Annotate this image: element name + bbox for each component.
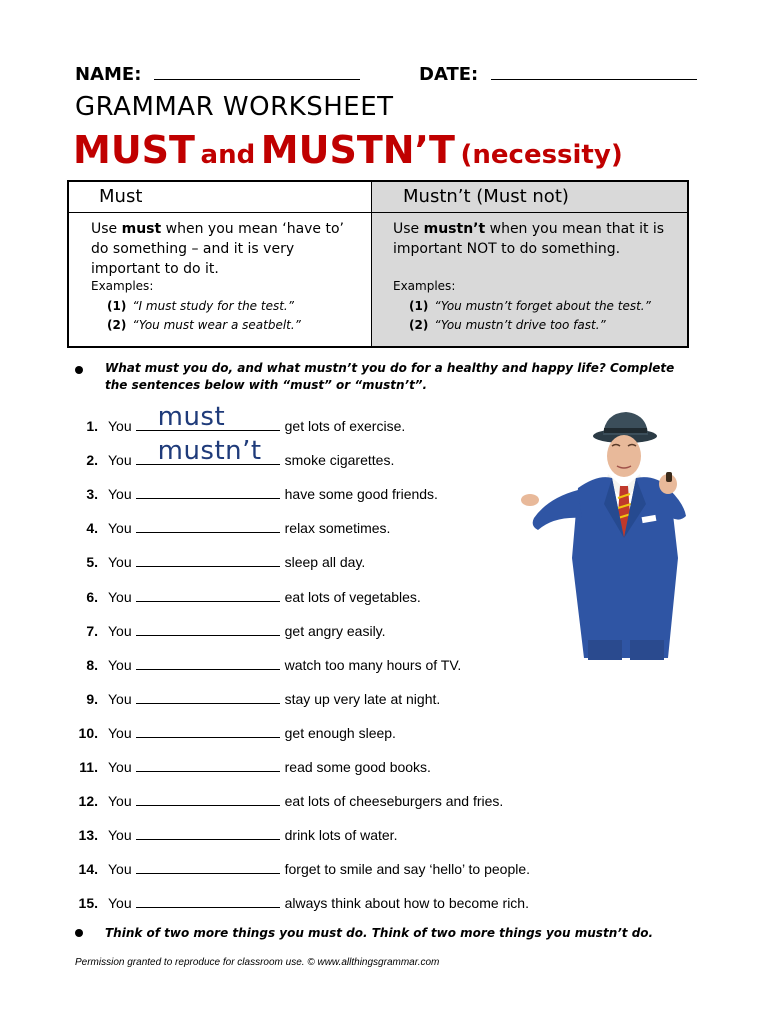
mustnt-examples-label: Examples: [393, 279, 456, 293]
question-number: 10. [78, 725, 98, 741]
question-row [72, 723, 396, 743]
question-text: always think about how to become rich. [284, 895, 529, 911]
must-examples-label: Examples: [91, 279, 154, 293]
answer-blank[interactable] [136, 436, 280, 466]
name-label: NAME: [75, 64, 142, 85]
rules-table [67, 180, 689, 348]
face [607, 435, 641, 477]
question-subject: You [108, 793, 132, 809]
must-heading: Must [99, 186, 143, 207]
final-instruction-text: Think of two more things you must do. Think of two more things you mustn’t do. [105, 926, 654, 940]
question-subject: You [108, 759, 132, 775]
question-text: sleep all day. [284, 554, 366, 570]
question-subject: You [108, 452, 132, 468]
answer-blank[interactable] [136, 893, 280, 908]
question-subject: You [108, 691, 132, 707]
question-text: get enough sleep. [284, 725, 396, 741]
mustnt-description: Use mustn’t when you mean that it is important NOT to do something. [393, 221, 665, 257]
worksheet-subtitle [73, 128, 623, 172]
question-subject: You [108, 827, 132, 843]
hat-band [604, 428, 647, 433]
question-subject: You [108, 725, 132, 741]
question-text: relax sometimes. [284, 520, 391, 536]
answer-blank[interactable] [136, 825, 280, 840]
question-subject: You [108, 657, 132, 673]
question-text: read some good books. [284, 759, 431, 775]
question-row [72, 402, 406, 436]
must-example-1: (1) “I must study for the test.” [107, 299, 294, 313]
question-text: drink lots of water. [284, 827, 398, 843]
question-text: have some good friends. [284, 486, 438, 502]
mustnt-heading: Mustn’t (Must not) [403, 186, 569, 207]
header-divider [69, 212, 687, 213]
answer-blank[interactable] [136, 791, 280, 806]
question-subject: You [108, 861, 132, 877]
bullet-icon [75, 366, 83, 374]
question-subject: You [108, 418, 132, 434]
title-necessity: (necessity) [460, 140, 623, 170]
title-must: MUST [73, 128, 195, 172]
question-number: 7. [86, 623, 98, 639]
footer-permission: Permission granted to reproduce for classroom use. © www.allthingsgrammar.com [75, 957, 440, 968]
left-hand [521, 494, 539, 506]
question-subject: You [108, 520, 132, 536]
answer-blank[interactable] [136, 757, 280, 772]
question-row [72, 518, 390, 538]
title-mustnt: MUSTN’T [260, 128, 455, 172]
question-row [72, 689, 440, 709]
name-field[interactable] [75, 64, 360, 85]
date-input-line[interactable] [491, 79, 697, 80]
answer-text: must [157, 402, 226, 432]
must-description: Use must when you mean ‘have to’ do something – and it is very important to do it. [91, 221, 344, 277]
date-label: DATE: [419, 64, 479, 85]
answer-blank[interactable] [136, 655, 280, 670]
question-number: 2. [86, 452, 98, 468]
question-row [72, 655, 461, 675]
question-subject: You [108, 589, 132, 605]
must-example-2: (2) “You must wear a seatbelt.” [107, 318, 301, 332]
question-row [72, 757, 431, 777]
bullet-icon [75, 929, 83, 937]
question-text: eat lots of cheeseburgers and fries. [284, 793, 504, 809]
question-text: forget to smile and say ‘hello’ to people. [284, 861, 531, 877]
worksheet-title: GRAMMAR WORKSHEET [75, 92, 394, 122]
question-number: 8. [86, 657, 98, 673]
column-divider [371, 182, 372, 346]
answer-text: mustn’t [157, 436, 262, 466]
question-row [72, 859, 530, 879]
question-row [72, 893, 529, 913]
question-row [72, 436, 395, 470]
answer-blank[interactable] [136, 484, 280, 499]
question-subject: You [108, 554, 132, 570]
man-in-suit-illustration [508, 408, 700, 660]
left-arm [533, 490, 582, 530]
question-text: watch too many hours of TV. [284, 657, 462, 673]
answer-blank[interactable] [136, 689, 280, 704]
name-input-line[interactable] [154, 79, 360, 80]
answer-blank[interactable] [136, 518, 280, 533]
question-number: 3. [86, 486, 98, 502]
question-number: 9. [86, 691, 98, 707]
question-text: get lots of exercise. [284, 418, 406, 434]
answer-blank[interactable] [136, 587, 280, 602]
answer-blank[interactable] [136, 552, 280, 567]
answer-blank[interactable] [136, 723, 280, 738]
answer-blank[interactable] [136, 402, 280, 432]
question-number: 4. [86, 520, 98, 536]
question-text: stay up very late at night. [284, 691, 441, 707]
mustnt-example-2: (2) “You mustn’t drive too fast.” [409, 318, 606, 332]
question-number: 5. [86, 554, 98, 570]
answer-blank[interactable] [136, 621, 280, 636]
question-text: get angry easily. [284, 623, 386, 639]
question-subject: You [108, 486, 132, 502]
question-number: 15. [78, 895, 98, 911]
question-row [72, 587, 421, 607]
question-row [72, 552, 365, 572]
title-and: and [200, 140, 256, 170]
mustnt-example-1: (1) “You mustn’t forget about the test.” [409, 299, 651, 313]
question-text: smoke cigarettes. [284, 452, 395, 468]
date-field[interactable] [419, 64, 697, 85]
question-number: 13. [78, 827, 98, 843]
question-subject: You [108, 895, 132, 911]
question-number: 12. [78, 793, 98, 809]
question-row [72, 621, 386, 641]
question-number: 14. [78, 861, 98, 877]
question-text: eat lots of vegetables. [284, 589, 421, 605]
question-number: 1. [86, 418, 98, 434]
instruction-text: What must you do, and what mustn’t you do for a healthy and happy life? Complete the sentences below with “must” or “mustn’t”. [105, 361, 675, 392]
question-row [72, 791, 503, 811]
question-row [72, 484, 438, 504]
question-row [72, 825, 397, 845]
question-number: 11. [79, 759, 98, 775]
answer-blank[interactable] [136, 859, 280, 874]
question-subject: You [108, 623, 132, 639]
lighter [666, 472, 672, 482]
question-number: 6. [86, 589, 98, 605]
